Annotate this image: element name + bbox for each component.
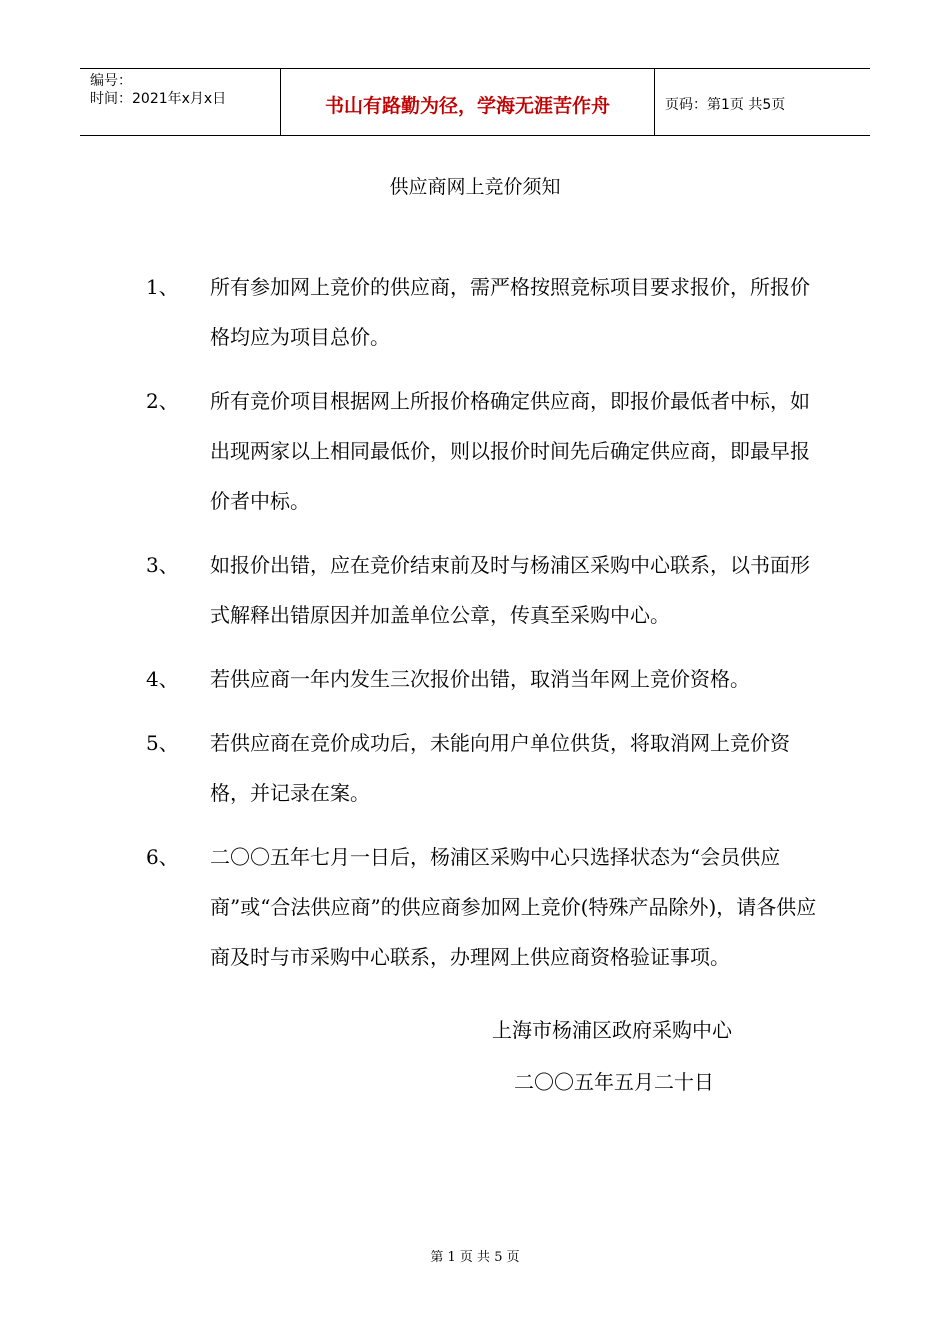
list-item [146,376,836,526]
list-item [146,654,836,704]
item-text: 若供应商一年内发生三次报价出错，取消当年网上竞价资格。 [210,667,750,691]
list-item [146,262,836,362]
item-number: 1、 [146,275,179,299]
item-number: 3、 [146,553,179,577]
item-text: 所有参加网上竞价的供应商，需严格按照竞标项目要求报价，所报价格均应为项目总价。 [210,275,810,349]
item-text: 如报价出错，应在竞价结束前及时与杨浦区采购中心联系，以书面形式解释出错原因并加盖单位公章，传真至采购中心。 [210,553,810,627]
item-number: 5、 [146,731,179,755]
document-title: 供应商网上竞价须知 [389,176,561,198]
item-text: 若供应商在竞价成功后，未能向用户单位供货，将取消网上竞价资格，并记录在案。 [210,731,790,805]
item-number: 2、 [146,389,179,413]
header-page-info: 页码：第1页 共5页 [665,97,786,113]
notice-list [146,262,836,996]
item-text: 所有竞价项目根据网上所报价格确定供应商，即报价最低者中标，如出现两家以上相同最低价，则以报价时间先后确定供应商，即最早报价者中标。 [210,389,810,513]
time-label: 时间：2021年x月x日 [90,91,227,107]
item-text: 二〇〇五年七月一日后，杨浦区采购中心只选择状态为“会员供应商”或“合法供应商”的供应商参加网上竞价(特殊产品除外)，请各供应商及时与市采购中心联系，办理网上供应商资格验证事项。 [210,845,817,969]
issue-date: 二〇〇五年五月二十日 [514,1070,714,1094]
header-meta-cell [80,69,281,135]
document-header [80,68,870,136]
list-item [146,540,836,640]
list-item [146,832,836,982]
list-item [146,718,836,818]
header-motto: 书山有路勤为径，学海无涯苦作舟 [281,69,655,135]
issuer-signature: 上海市杨浦区政府采购中心 [492,1018,732,1042]
item-number: 6、 [146,845,179,869]
serial-number-label: 编号： [90,73,132,89]
item-number: 4、 [146,667,179,691]
page-footer: 第 1 页 共 5 页 [430,1250,520,1265]
